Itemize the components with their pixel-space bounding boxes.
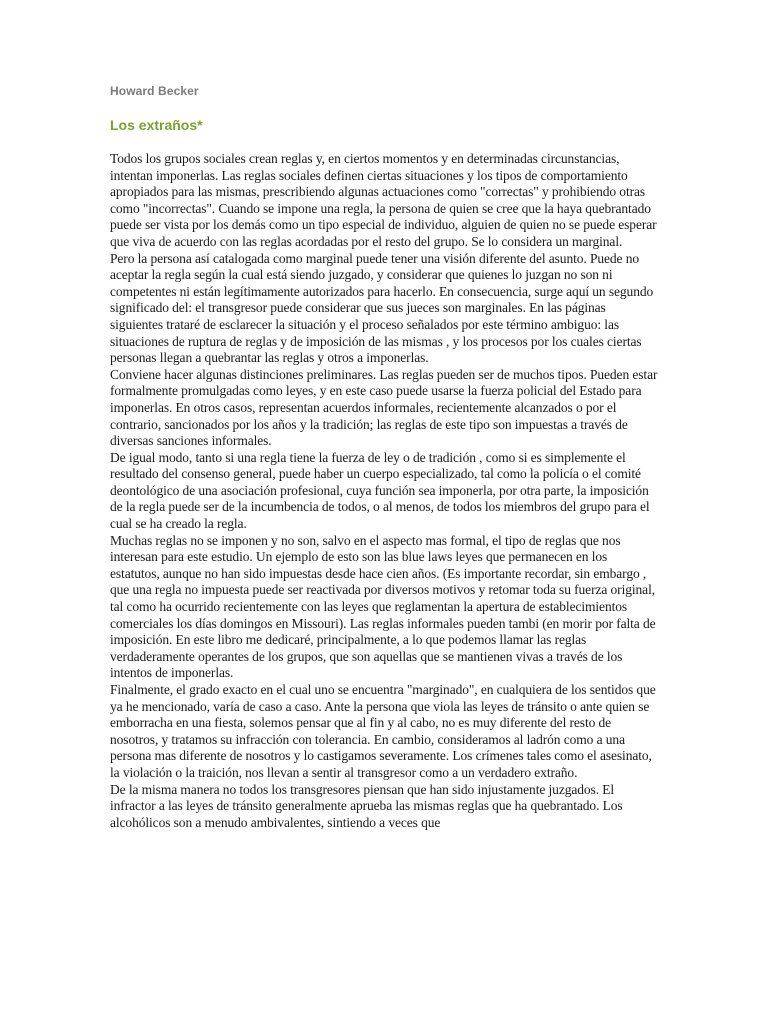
paragraph-2: Pero la persona así catalogada como marginal puede tener una visión diferente del asunto. Puede no aceptar la regla según la cual está siendo juzgado, y considerar que quienes lo juzgan no son ni competentes ni están legítimamente autorizados para hacerlo. En consecuencia, surge aquí un segundo significado del: el transgresor puede considerar que sus jueces son marginales. En las páginas siguientes trataré de esclarecer la situación y el proceso señalados por este término ambiguo: las situaciones de ruptura de reglas y de imposición de las mismas , y los procesos por los cuales ciertas personas llegan a quebrantar las reglas y otros a imponerlas. (110, 250, 654, 366)
document-title: Los extraños* (110, 117, 203, 133)
paragraph-7: De la misma manera no todos los transgresores piensan que han sido injustamente juzgados. El infractor a las leyes de tránsito generalmente aprueba las mismas reglas que ha quebrantado. Los alcohólicos son a menudo ambivalentes, sintiendo a veces que (110, 781, 623, 830)
paragraph-4: De igual modo, tanto si una regla tiene la fuerza de ley o de tradición , como si es simplemente el resultado del consenso general, puede haber un cuerpo especializado, tal como la policía o el comité deontológico de una asociación profesional, cuya función sea imponerla, por otra parte, la imposición de la regla puede ser de la incumbencia de todos, o al menos, de todos los miembros del grupo para el cual se ha creado la regla. (110, 449, 650, 532)
body-text (110, 151, 658, 831)
paragraph-3: Conviene hacer algunas distinciones preliminares. Las reglas pueden ser de muchos tipos. Pueden estar formalmente promulgadas como leyes, y en este caso puede usarse la fuerza policial del Estado para imponerlas. En otros casos, representan acuerdos informales, recientemente alcanzados o por el contrario, sancionados por los años y la tradición; las reglas de este tipo son impuestas a través de diversas sanciones informales. (110, 366, 658, 449)
paragraph-1: Todos los grupos sociales crean reglas y, en ciertos momentos y en determinadas circunstancias, intentan imponerlas. Las reglas sociales definen ciertas situaciones y los tipos de comportamiento apropiados para las mismas, prescribiendo algunas actuaciones como "correctas" y prohibiendo otras como "incorrectas". Cuando se impone una regla, la persona de quien se cree que la haya quebrantado puede ser vista por los demás como un tipo especial de individuo, alguien de quien no se puede esperar que viva de acuerdo con las reglas acordadas por el resto del grupo. Se lo considera un marginal. (110, 151, 657, 249)
paragraph-5: Muchas reglas no se imponen y no son, salvo en el aspecto mas formal, el tipo de reglas que nos interesan para este estudio. Un ejemplo de esto son las blue laws leyes que permanecen en los estatutos, aunque no han sido impuestas desde hace cien años. (Es importante recordar, sin embargo , que una regla no impuesta puede ser reactivada por diversos motivos y retomar toda su fuerza original, tal como ha ocurrido recientemente con las leyes que reglamentan la apertura de establecimientos comerciales los días domingos en Missouri). Las reglas informales pueden tambi (en morir por falta de imposición. En este libro me dedicaré, principalmente, a lo que podemos llamar las reglas verdaderamente operantes de los grupos, que son aquellas que se mantienen vivas a través de los intentos de imponerlas. (110, 532, 656, 681)
author-name: Howard Becker (110, 84, 199, 98)
paragraph-6: Finalmente, el grado exacto en el cual uno se encuentra "marginado", en cualquiera de los sentidos que ya he mencionado, varía de caso a caso. Ante la persona que viola las leyes de tránsito o ante quien se emborracha en una fiesta, solemos pensar que al fin y al cabo, no es muy diferente del resto de nosotros, y tratamos su infracción con tolerancia. En cambio, consideramos al ladrón como a una persona mas diferente de nosotros y lo castigamos severamente. Los crímenes tales como el asesinato, la violación o la traición, nos llevan a sentir al transgresor como a un verdadero extraño. (110, 682, 656, 780)
